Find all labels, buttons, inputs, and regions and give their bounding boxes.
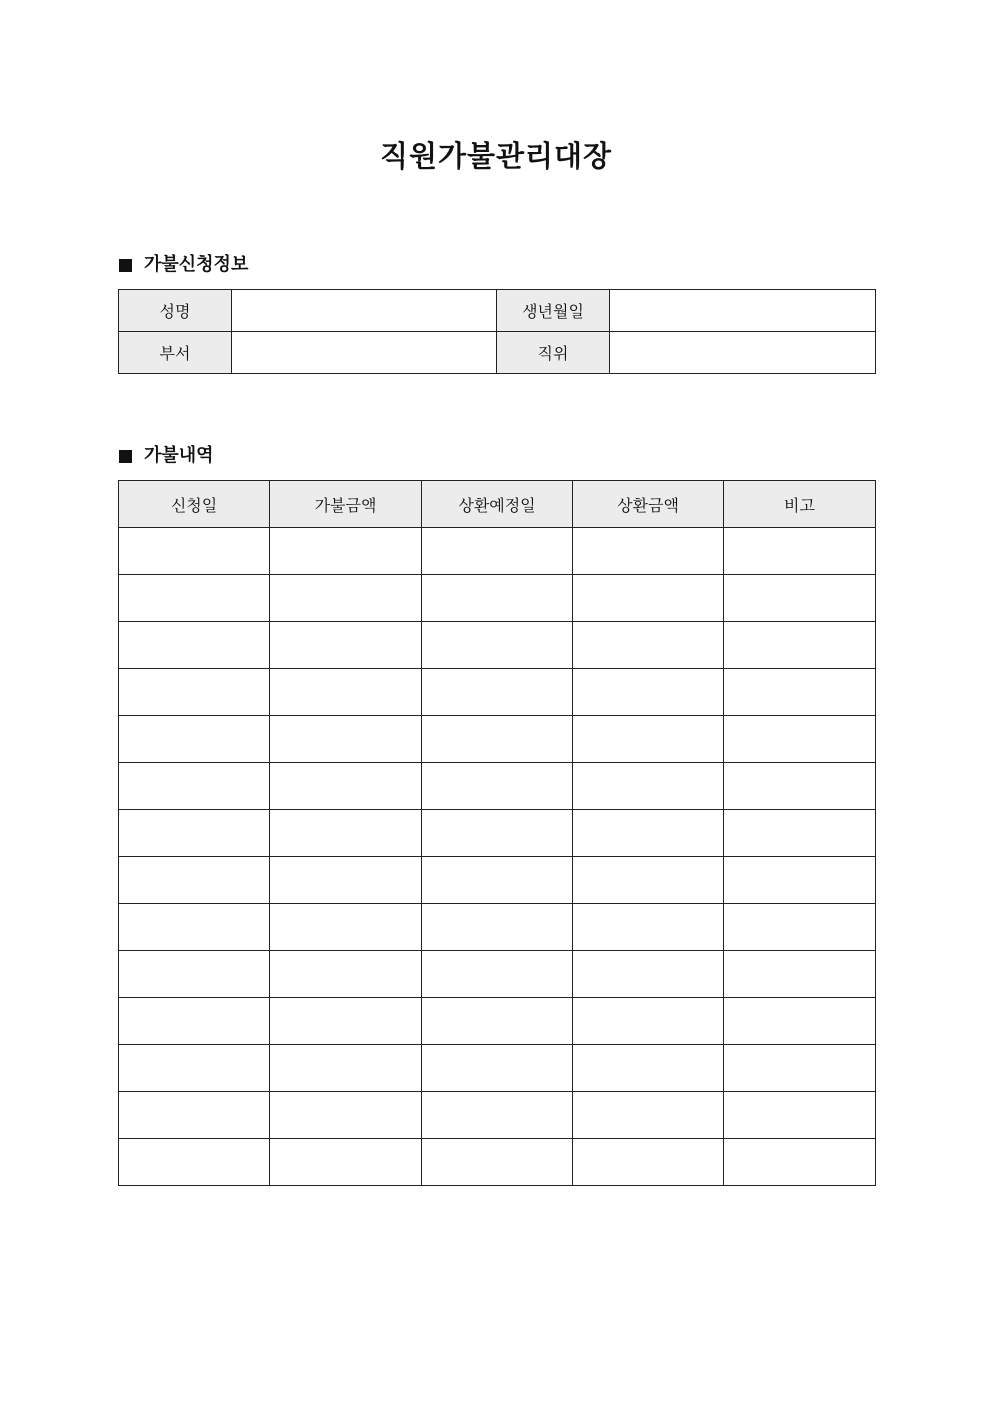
request-date-cell[interactable] bbox=[119, 575, 270, 622]
remarks-cell[interactable] bbox=[724, 1139, 876, 1186]
advance-amount-cell[interactable] bbox=[270, 1045, 422, 1092]
remarks-cell[interactable] bbox=[724, 669, 876, 716]
section-heading-label: 가불내역 bbox=[144, 445, 214, 466]
remarks-cell[interactable] bbox=[724, 763, 876, 810]
repayment-amount-cell[interactable] bbox=[573, 904, 724, 951]
repayment-due-date-cell[interactable] bbox=[422, 810, 573, 857]
applicant-info-table bbox=[118, 289, 876, 374]
table-row bbox=[119, 763, 876, 810]
remarks-cell[interactable] bbox=[724, 810, 876, 857]
advance-amount-cell[interactable] bbox=[270, 1092, 422, 1139]
remarks-cell[interactable] bbox=[724, 904, 876, 951]
birthdate-field[interactable] bbox=[610, 290, 876, 332]
remarks-cell[interactable] bbox=[724, 998, 876, 1045]
remarks-cell[interactable] bbox=[724, 1092, 876, 1139]
column-header-repayment-due-date: 상환예정일 bbox=[422, 481, 573, 528]
repayment-due-date-cell[interactable] bbox=[422, 669, 573, 716]
repayment-amount-cell[interactable] bbox=[573, 857, 724, 904]
repayment-due-date-cell[interactable] bbox=[422, 857, 573, 904]
table-row bbox=[119, 1139, 876, 1186]
square-bullet-icon bbox=[119, 259, 132, 272]
advance-amount-cell[interactable] bbox=[270, 951, 422, 998]
position-field[interactable] bbox=[610, 332, 876, 374]
request-date-cell[interactable] bbox=[119, 1092, 270, 1139]
request-date-cell[interactable] bbox=[119, 1139, 270, 1186]
remarks-cell[interactable] bbox=[724, 575, 876, 622]
repayment-amount-cell[interactable] bbox=[573, 810, 724, 857]
advance-amount-cell[interactable] bbox=[270, 763, 422, 810]
remarks-cell[interactable] bbox=[724, 716, 876, 763]
repayment-amount-cell[interactable] bbox=[573, 669, 724, 716]
position-label: 직위 bbox=[497, 332, 610, 374]
table-row bbox=[119, 857, 876, 904]
table-row bbox=[119, 998, 876, 1045]
square-bullet-icon bbox=[119, 450, 132, 463]
repayment-amount-cell[interactable] bbox=[573, 951, 724, 998]
repayment-amount-cell[interactable] bbox=[573, 1045, 724, 1092]
table-row bbox=[119, 575, 876, 622]
advance-amount-cell[interactable] bbox=[270, 810, 422, 857]
repayment-amount-cell[interactable] bbox=[573, 998, 724, 1045]
request-date-cell[interactable] bbox=[119, 716, 270, 763]
table-row bbox=[119, 290, 876, 332]
remarks-cell[interactable] bbox=[724, 1045, 876, 1092]
advance-history-table bbox=[118, 480, 876, 1186]
repayment-due-date-cell[interactable] bbox=[422, 1139, 573, 1186]
repayment-due-date-cell[interactable] bbox=[422, 1092, 573, 1139]
advance-amount-cell[interactable] bbox=[270, 528, 422, 575]
department-label: 부서 bbox=[119, 332, 232, 374]
advance-amount-cell[interactable] bbox=[270, 904, 422, 951]
birthdate-label: 생년월일 bbox=[497, 290, 610, 332]
repayment-amount-cell[interactable] bbox=[573, 1092, 724, 1139]
request-date-cell[interactable] bbox=[119, 998, 270, 1045]
column-header-advance-amount: 가불금액 bbox=[270, 481, 422, 528]
page-title: 직원가불관리대장 bbox=[379, 139, 613, 173]
repayment-due-date-cell[interactable] bbox=[422, 763, 573, 810]
request-date-cell[interactable] bbox=[119, 528, 270, 575]
table-row bbox=[119, 1045, 876, 1092]
repayment-amount-cell[interactable] bbox=[573, 763, 724, 810]
repayment-amount-cell[interactable] bbox=[573, 1139, 724, 1186]
name-label: 성명 bbox=[119, 290, 232, 332]
repayment-due-date-cell[interactable] bbox=[422, 904, 573, 951]
advance-amount-cell[interactable] bbox=[270, 716, 422, 763]
remarks-cell[interactable] bbox=[724, 622, 876, 669]
advance-amount-cell[interactable] bbox=[270, 669, 422, 716]
advance-amount-cell[interactable] bbox=[270, 622, 422, 669]
repayment-amount-cell[interactable] bbox=[573, 575, 724, 622]
request-date-cell[interactable] bbox=[119, 1045, 270, 1092]
advance-amount-cell[interactable] bbox=[270, 998, 422, 1045]
advance-amount-cell[interactable] bbox=[270, 857, 422, 904]
repayment-due-date-cell[interactable] bbox=[422, 998, 573, 1045]
request-date-cell[interactable] bbox=[119, 763, 270, 810]
department-field[interactable] bbox=[232, 332, 497, 374]
table-row bbox=[119, 1092, 876, 1139]
repayment-due-date-cell[interactable] bbox=[422, 1045, 573, 1092]
section-heading-advance-history bbox=[119, 444, 214, 468]
table-header-row bbox=[119, 481, 876, 528]
table-row bbox=[119, 951, 876, 998]
table-row bbox=[119, 622, 876, 669]
repayment-amount-cell[interactable] bbox=[573, 622, 724, 669]
remarks-cell[interactable] bbox=[724, 528, 876, 575]
repayment-due-date-cell[interactable] bbox=[422, 575, 573, 622]
request-date-cell[interactable] bbox=[119, 951, 270, 998]
request-date-cell[interactable] bbox=[119, 622, 270, 669]
name-field[interactable] bbox=[232, 290, 497, 332]
repayment-due-date-cell[interactable] bbox=[422, 622, 573, 669]
repayment-due-date-cell[interactable] bbox=[422, 716, 573, 763]
table-row bbox=[119, 332, 876, 374]
remarks-cell[interactable] bbox=[724, 951, 876, 998]
advance-amount-cell[interactable] bbox=[270, 1139, 422, 1186]
table-row bbox=[119, 810, 876, 857]
column-header-remarks: 비고 bbox=[724, 481, 876, 528]
repayment-due-date-cell[interactable] bbox=[422, 528, 573, 575]
column-header-request-date: 신청일 bbox=[119, 481, 270, 528]
advance-amount-cell[interactable] bbox=[270, 575, 422, 622]
request-date-cell[interactable] bbox=[119, 857, 270, 904]
column-header-repayment-amount: 상환금액 bbox=[573, 481, 724, 528]
table-row bbox=[119, 528, 876, 575]
section-heading-applicant-info bbox=[119, 253, 248, 277]
repayment-due-date-cell[interactable] bbox=[422, 951, 573, 998]
table-row bbox=[119, 669, 876, 716]
remarks-cell[interactable] bbox=[724, 857, 876, 904]
request-date-cell[interactable] bbox=[119, 669, 270, 716]
request-date-cell[interactable] bbox=[119, 810, 270, 857]
section-heading-label: 가불신청정보 bbox=[144, 254, 249, 275]
table-row bbox=[119, 904, 876, 951]
repayment-amount-cell[interactable] bbox=[573, 528, 724, 575]
repayment-amount-cell[interactable] bbox=[573, 716, 724, 763]
request-date-cell[interactable] bbox=[119, 904, 270, 951]
table-row bbox=[119, 716, 876, 763]
